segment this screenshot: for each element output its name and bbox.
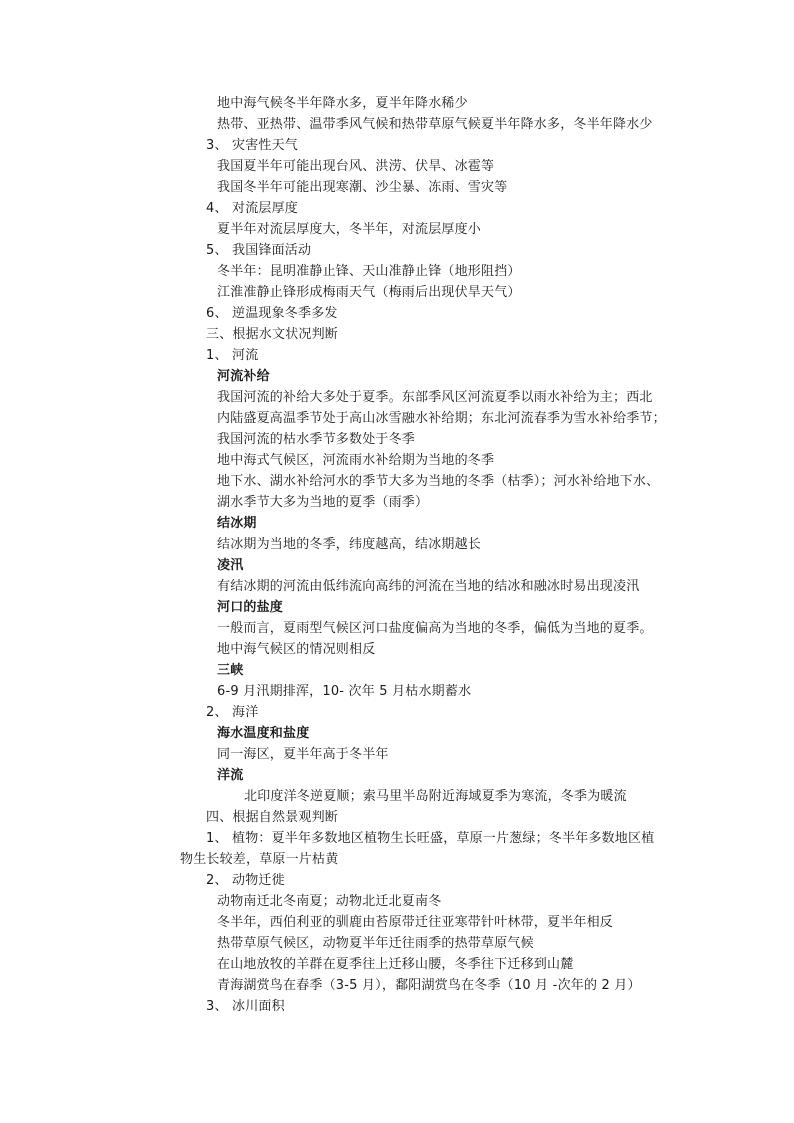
text-line: 一般而言，夏雨型气候区河口盐度偏高为当地的冬季，偏低为当地的夏季。 bbox=[217, 621, 653, 636]
text-line: 我国冬半年可能出现寒潮、沙尘暴、冻雨、雪灾等 bbox=[217, 180, 508, 195]
text-line: 我国河流的枯水季节多数处于冬季 bbox=[217, 432, 416, 447]
section-heading: 4、 对流层厚度 bbox=[206, 201, 299, 216]
text-line: 我国夏半年可能出现台风、洪涝、伏旱、冰雹等 bbox=[217, 159, 495, 174]
text-line: 地中海式气候区，河流雨水补给期为当地的冬季 bbox=[217, 453, 495, 468]
chapter-heading: 三、根据水文状况判断 bbox=[206, 327, 339, 342]
text-line: 动物南迁北冬南夏；动物北迁北夏南冬 bbox=[217, 894, 442, 909]
text-line: 地中海气候区的情况则相反 bbox=[217, 642, 376, 657]
subheading: 河口的盐度 bbox=[217, 600, 284, 615]
section-heading: 2、 海洋 bbox=[206, 705, 259, 720]
text-line: 有结冰期的河流由低纬流向高纬的河流在当地的结冰和融冰时易出现凌汛 bbox=[217, 579, 640, 594]
text-line: 我国河流的补给大多处于夏季。东部季风区河流夏季以雨水补给为主；西北 bbox=[217, 390, 653, 405]
subheading: 凌汛 bbox=[217, 558, 244, 573]
subheading: 三峡 bbox=[217, 663, 244, 678]
section-heading: 1、 河流 bbox=[206, 348, 259, 363]
text-line: 青海湖赏鸟在春季（3-5 月），鄱阳湖赏鸟在冬季（10 月 -次年的 2 月） bbox=[217, 978, 641, 993]
section-heading: 3、 灾害性天气 bbox=[206, 138, 299, 153]
text-line: 在山地放牧的羊群在夏季往上迁移山腰，冬季往下迁移到山麓 bbox=[217, 957, 574, 972]
text-line: 地中海气候冬半年降水多，夏半年降水稀少 bbox=[217, 96, 468, 111]
text-line: 热带、亚热带、温带季风气候和热带草原气候夏半年降水多，冬半年降水少 bbox=[217, 117, 653, 132]
text-line: 冬半年：昆明准静止锋、天山准静止锋（地形阻挡） bbox=[217, 264, 521, 279]
text-line: 1、 植物：夏半年多数地区植物生长旺盛，草原一片葱绿；冬半年多数地区植 bbox=[206, 831, 655, 846]
text-line: 北印度洋冬逆夏顺；索马里半岛附近海域夏季为寒流，冬季为暖流 bbox=[244, 789, 627, 804]
text-line: 内陆盛夏高温季节处于高山冰雪融水补给期；东北河流春季为雪水补给季节； bbox=[217, 411, 666, 426]
text-line: 冬半年，西伯利亚的驯鹿由苔原带迁往亚寒带针叶林带，夏半年相反 bbox=[217, 915, 614, 930]
text-line: 地下水、湖水补给河水的季节大多为当地的冬季（枯季）；河水补给地下水、 bbox=[217, 474, 660, 489]
text-line: 结冰期为当地的冬季，纬度越高，结冰期越长 bbox=[217, 537, 482, 552]
section-heading: 2、 动物迁徙 bbox=[206, 873, 285, 888]
text-line: 6-9 月汛期排浑，10- 次年 5 月枯水期蓄水 bbox=[217, 684, 472, 699]
section-heading: 5、 我国锋面活动 bbox=[206, 243, 312, 258]
section-heading: 3、 冰川面积 bbox=[206, 999, 285, 1014]
text-line: 江淮准静止锋形成梅雨天气（梅雨后出现伏旱天气） bbox=[217, 285, 521, 300]
subheading: 河流补给 bbox=[217, 369, 270, 384]
subheading: 海水温度和盐度 bbox=[217, 726, 310, 741]
text-line: 同一海区，夏半年高于冬半年 bbox=[217, 747, 389, 762]
text-line: 湖水季节大多为当地的夏季（雨季） bbox=[217, 495, 429, 510]
section-heading: 6、 逆温现象冬季多发 bbox=[206, 306, 338, 321]
subheading: 洋流 bbox=[217, 768, 244, 783]
text-line: 物生长较差，草原一片枯黄 bbox=[180, 852, 339, 867]
subheading: 结冰期 bbox=[217, 516, 257, 531]
chapter-heading: 四、根据自然景观判断 bbox=[206, 810, 339, 825]
text-line: 夏半年对流层厚度大，冬半年，对流层厚度小 bbox=[217, 222, 482, 237]
text-line: 热带草原气候区，动物夏半年迁往雨季的热带草原气候 bbox=[217, 936, 534, 951]
